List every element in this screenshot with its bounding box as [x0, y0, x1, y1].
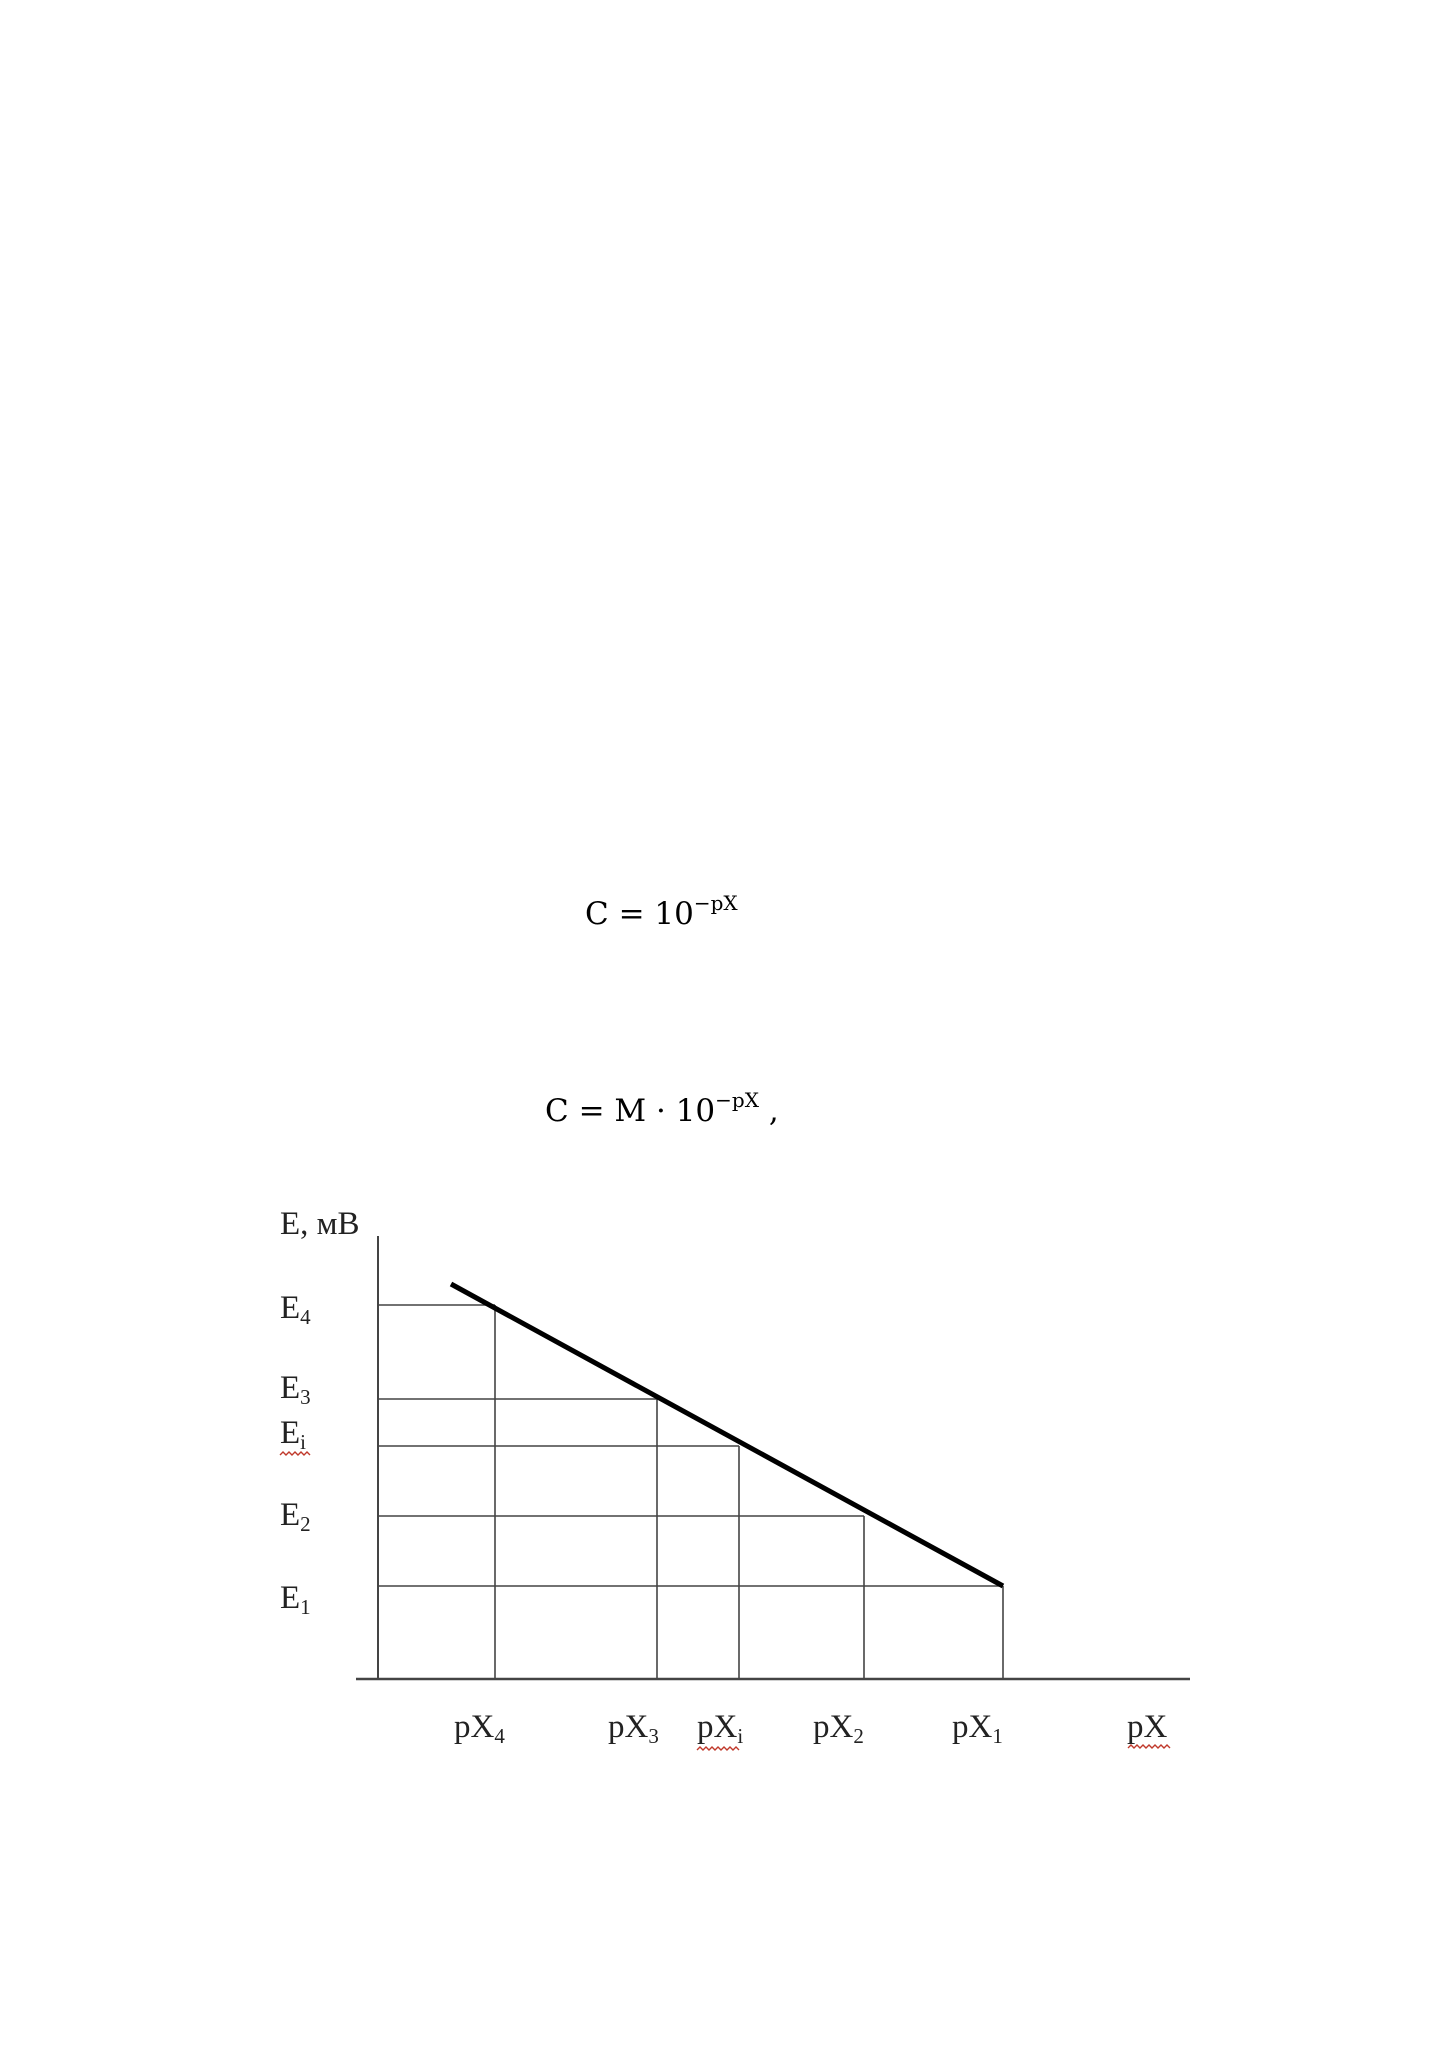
y-axis-label: E, мВ [280, 1206, 360, 1242]
y-tick-ei: Ei [280, 1415, 307, 1454]
calibration-line [451, 1284, 1003, 1586]
formula-2-lhs: C = M · 10 [545, 1093, 716, 1129]
y-tick-e4: E4 [280, 1290, 311, 1329]
formula-1-exponent: −pX [693, 891, 738, 915]
y-tick-e2: E2 [280, 1497, 311, 1536]
y-tick-e3: E3 [280, 1370, 311, 1409]
x-tick-px4: pX4 [454, 1709, 505, 1748]
x-tick-px3: pX3 [608, 1709, 659, 1748]
formula-2-exponent: −pX [715, 1088, 759, 1112]
y-tick-e1: E1 [280, 1580, 311, 1619]
spellcheck-underline-pxi [697, 1747, 739, 1750]
formula-2-tail: , [758, 1093, 779, 1129]
x-tick-px1: pX1 [952, 1709, 1003, 1748]
x-tick-pxi: pXi [697, 1709, 744, 1748]
spellcheck-underline-px [1128, 1745, 1170, 1748]
x-axis-label: pX [1127, 1709, 1168, 1745]
x-tick-px2: pX2 [813, 1709, 864, 1748]
formula-1-lhs: C = 10 [585, 896, 694, 932]
